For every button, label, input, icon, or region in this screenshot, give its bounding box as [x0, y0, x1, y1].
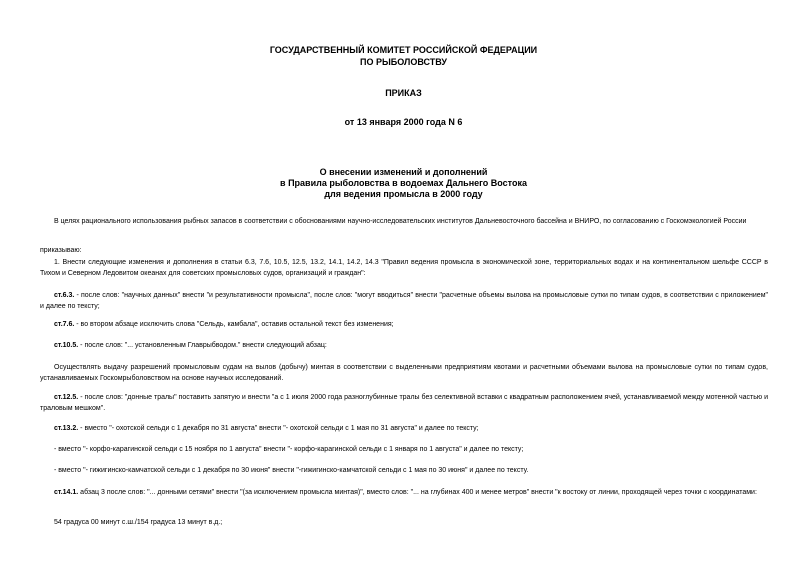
title-line-3: для ведения промысла в 2000 году: [324, 189, 483, 199]
article-7-6-text: - во втором абзаце исключить слова "Сельдь, камбала", оставив остальной текст без изменения;: [74, 321, 394, 328]
article-13-2-label: ст.13.2.: [54, 425, 79, 432]
article-13-2-item-b: - вместо "- корфо-карагинской сельди с 15 ноября по 1 августа" внести "- корфо-карагинской сельди с 1 января по 1 августа" и далее по тексту;: [54, 446, 524, 453]
coordinate-line-1: 54 градуса 00 минут с.ш./154 градуса 13 минут в.д.;: [54, 519, 223, 526]
article-13-2-item-c: - вместо "- гижигинско-камчатской сельди с 1 декабря по 30 июня" внести "-гижигинско-камчатской сельди с 1 мая по 30 июня" и далее по тексту.: [54, 467, 529, 474]
preamble-paragraph: В целях рационального использования рыбных запасов в соответствии с обоснованиями научно-исследовательских институтов Дальневосточного бассейна и ВНИРО, по согласованию с Госкомэкологией России: [54, 218, 747, 225]
article-10-5-insert-paragraph: Осуществлять выдачу разрешений промысловым судам на вылов (добычу) минтая в соответствии с выделенными предприятиям квотами и расчетными объемами вылова на промысловые сутки по типам судов, устанавливаемых Госкомрыболовством на основе научных исследований.: [40, 364, 768, 382]
document-type: ПРИКАЗ: [385, 88, 422, 98]
article-10-5-label: ст.10.5.: [54, 342, 79, 349]
article-12-5-text: - после слов: "донные тралы" поставить запятую и внести "а с 1 июля 2000 года разноглубинные тралы без селективной вставки с квадратным расположением ячей, устанавливаемой между мотенной частью и траловым мешком".: [40, 394, 768, 412]
article-13-2-paragraph: [40, 423, 768, 434]
article-10-5-paragraph: [40, 340, 768, 351]
article-12-5-paragraph: [40, 392, 768, 414]
article-14-1-paragraph: [40, 487, 768, 498]
article-6-3-paragraph: [40, 290, 768, 312]
article-7-6-paragraph: [40, 319, 768, 330]
article-6-3-text: - после слов: "научных данных" внести "и результативности промысла", после слов: "могут вводиться" внести "расчетные объемы вылова на промысловые сутки по типам судов, в соответствии с приложением" и далее по тексту;: [40, 292, 768, 310]
article-7-6-label: ст.7.6.: [54, 321, 75, 328]
article-14-1-label: ст.14.1.: [54, 489, 79, 496]
article-10-5-text: - после слов: "... установленным Главрыбводом." внести следующий абзац:: [78, 342, 327, 349]
document-date: от 13 января 2000 года N 6: [344, 117, 463, 127]
title-line-1: О внесении изменений и дополнений: [319, 167, 488, 177]
org-name-line-2: ПО РЫБОЛОВСТВУ: [359, 57, 448, 67]
article-12-5-label: ст.12.5.: [54, 394, 79, 401]
article-14-1-text: абзац 3 после слов: "... донными сетями" внести "(за исключением промысла минтая)", вместо слов: "... на глубинах 400 и менее метров" внести "к востоку от линии, проходящей через точки с координатами:: [78, 489, 757, 496]
order-word: приказываю:: [40, 247, 82, 254]
article-13-2-text: - вместо "- охотской сельди с 1 декабря по 31 августа" внести "- охотской сельди с 1 мая по 31 августа" и далее по тексту;: [78, 425, 479, 432]
title-line-2: в Правила рыболовства в водоемах Дальнего Востока: [280, 178, 527, 188]
item-1-paragraph: 1. Внести следующие изменения и дополнения в статьи 6.3, 7.6, 10.5, 12.5, 13.2, 14.1, 14.2, 14.3 "Правил ведения промысла в экономической зоне, территориальных водах и на континентальном шельфе СССР в Тихом и Северном Ледовитом океанах для советских промысловых судов, организаций и граждан":: [40, 259, 768, 277]
org-name-line-1: ГОСУДАРСТВЕННЫЙ КОМИТЕТ РОССИЙСКОЙ ФЕДЕРАЦИИ: [269, 45, 538, 55]
article-6-3-label: ст.6.3.: [54, 292, 75, 299]
